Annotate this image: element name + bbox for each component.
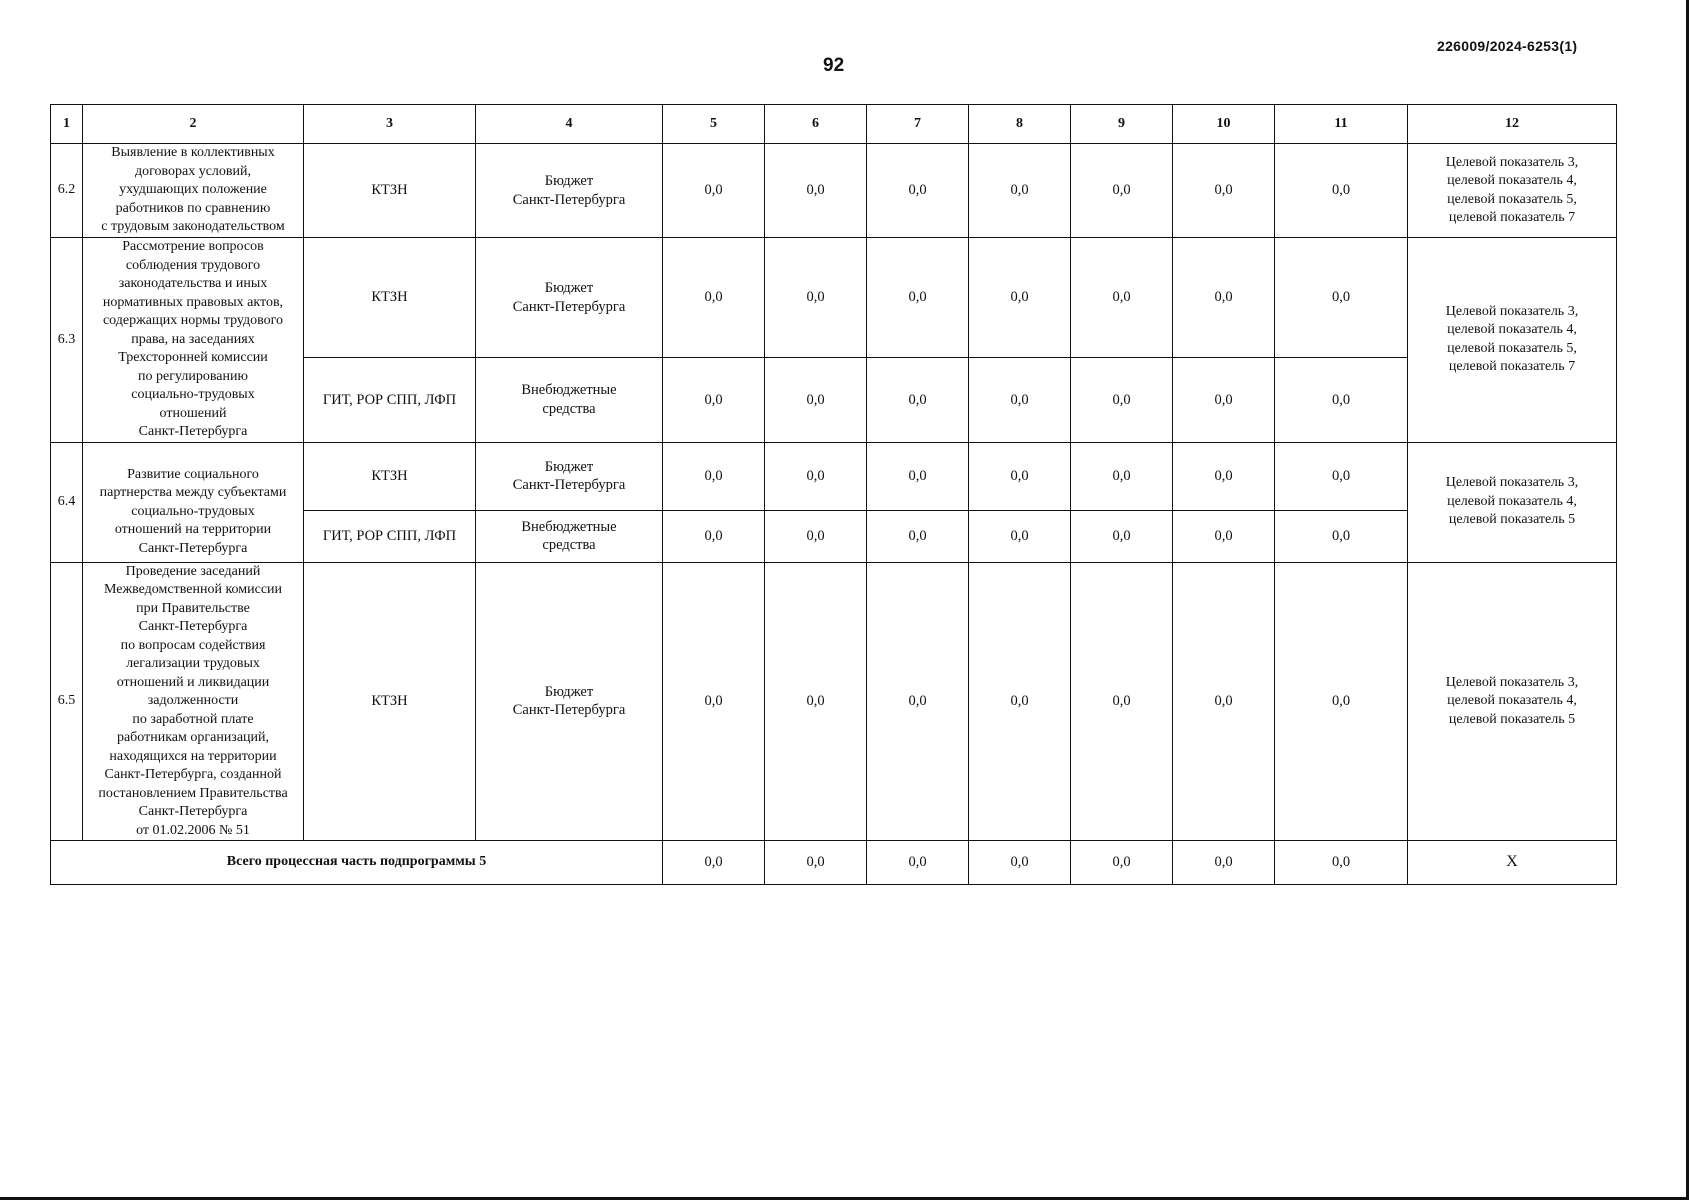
activity-name-line: соблюдения трудового [125, 257, 261, 273]
value-cell: 0,0 [867, 442, 969, 510]
total-label: Всего процессная часть подпрограммы 5 [51, 841, 663, 885]
target-indicator-line: целевой показатель 4, [1447, 493, 1577, 509]
value-cell: 0,0 [765, 510, 867, 562]
activity-name-line: Выявление в коллективных [111, 145, 275, 161]
value-cell: 0,0 [867, 238, 969, 358]
value-cell: 0,0 [663, 358, 765, 442]
target-indicator-line: целевой показатель 5 [1448, 711, 1576, 727]
activity-name-line: Санкт-Петербурга [138, 424, 248, 439]
value-cell: 0,0 [1275, 144, 1408, 238]
activity-name-line: задолженности [147, 693, 239, 708]
value-cell: 0,0 [1173, 358, 1275, 442]
value-cell: 0,0 [969, 442, 1071, 510]
activity-name-line: социально-трудовых [131, 503, 255, 519]
target-indicator-line: целевой показатель 5 [1448, 512, 1576, 528]
activity-name-line: при Правительстве [136, 600, 250, 616]
target-indicator-line: целевой показатель 4, [1447, 693, 1577, 708]
target-indicators [1408, 562, 1617, 841]
value-cell: 0,0 [1275, 358, 1408, 442]
funding-source-cell: Внебюджетные средства [476, 510, 663, 562]
value-cell: 0,0 [1071, 562, 1173, 841]
target-indicators [1408, 238, 1617, 443]
column-header: 4 [476, 105, 663, 144]
activity-name [83, 442, 304, 562]
column-header: 8 [969, 105, 1071, 144]
funding-source-cell: Бюджет Санкт-Петербурга [476, 562, 663, 841]
activity-name-line: отношений [159, 405, 227, 421]
value-cell: 0,0 [663, 562, 765, 841]
total-value-cell: 0,0 [663, 841, 765, 885]
activity-name-line: ухудшающих положение [119, 182, 267, 198]
target-indicator-line: целевой показатель 4, [1447, 173, 1577, 188]
value-cell: 0,0 [1071, 238, 1173, 358]
value-cell: 0,0 [663, 238, 765, 358]
value-cell: 0,0 [1275, 238, 1408, 358]
target-indicator-line: целевой показатель 7 [1448, 210, 1576, 225]
target-indicator-line: Целевой показатель 3, [1445, 475, 1579, 491]
program-table [50, 104, 1617, 885]
activity-name-line: по регулированию [138, 368, 248, 384]
table-row [51, 562, 1617, 841]
value-cell: 0,0 [969, 562, 1071, 841]
value-cell: 0,0 [867, 562, 969, 841]
activity-name-line: социально-трудовых [131, 387, 255, 402]
activity-name [83, 238, 304, 443]
row-number: 6.5 [51, 562, 83, 841]
value-cell: 0,0 [765, 238, 867, 358]
page-number: 92 [823, 55, 845, 76]
value-cell: 0,0 [867, 144, 969, 238]
row-number: 6.4 [51, 442, 83, 562]
target-indicator-line: целевой показатель 4, [1447, 322, 1577, 338]
activity-name-line: от 01.02.2006 № 51 [136, 822, 250, 838]
activity-name-line: постановлением Правительства [98, 785, 288, 801]
activity-name [83, 562, 304, 841]
activity-name-line: находящихся на территории [109, 748, 277, 764]
executor-cell: КТЗН [304, 238, 476, 358]
value-cell: 0,0 [765, 562, 867, 841]
value-cell: 0,0 [1071, 442, 1173, 510]
row-number: 6.2 [51, 144, 83, 238]
funding-source-cell: Внебюджетные средства [476, 358, 663, 442]
funding-source-cell: Бюджет Санкт-Петербурга [476, 144, 663, 238]
activity-name-line: работников по сравнению [115, 200, 271, 216]
activity-name-line: по заработной плате [132, 711, 254, 727]
executor-cell: ГИТ, РОР СПП, ЛФП [304, 358, 476, 442]
value-cell: 0,0 [969, 510, 1071, 562]
value-cell: 0,0 [1173, 144, 1275, 238]
total-value-cell: 0,0 [1275, 841, 1408, 885]
value-cell: 0,0 [867, 358, 969, 442]
column-header-row [51, 105, 1617, 144]
value-cell: 0,0 [663, 144, 765, 238]
table-row [51, 144, 1617, 238]
column-header: 6 [765, 105, 867, 144]
total-value-cell: 0,0 [867, 841, 969, 885]
column-header: 3 [304, 105, 476, 144]
target-indicator-line: целевой показатель 5, [1447, 340, 1577, 356]
activity-name-line: по вопросам содействия [120, 637, 266, 653]
row-number: 6.3 [51, 238, 83, 443]
funding-source-cell: Бюджет Санкт-Петербурга [476, 238, 663, 358]
total-row [51, 841, 1617, 885]
column-header: 10 [1173, 105, 1275, 144]
value-cell: 0,0 [1173, 562, 1275, 841]
value-cell: 0,0 [1275, 442, 1408, 510]
activity-name-line: Санкт-Петербурга [138, 619, 248, 634]
activity-name [83, 144, 304, 238]
activity-name-line: Развитие социального [127, 466, 259, 482]
value-cell: 0,0 [1071, 510, 1173, 562]
total-value-cell: 0,0 [1173, 841, 1275, 885]
value-cell: 0,0 [969, 238, 1071, 358]
executor-cell: ГИТ, РОР СПП, ЛФП [304, 510, 476, 562]
activity-name-line: легализации трудовых [126, 656, 260, 671]
column-header: 11 [1275, 105, 1408, 144]
executor-cell: КТЗН [304, 562, 476, 841]
value-cell: 0,0 [765, 358, 867, 442]
executor-cell: КТЗН [304, 442, 476, 510]
value-cell: 0,0 [1173, 442, 1275, 510]
value-cell: 0,0 [1173, 510, 1275, 562]
value-cell: 0,0 [765, 144, 867, 238]
activity-name-line: с трудовым законодательством [101, 219, 285, 235]
value-cell: 0,0 [867, 510, 969, 562]
target-indicators [1408, 144, 1617, 238]
value-cell: 0,0 [1173, 238, 1275, 358]
activity-name-line: отношений и ликвидации [116, 674, 270, 690]
table-row [51, 238, 1617, 358]
value-cell: 0,0 [1071, 358, 1173, 442]
column-header: 2 [83, 105, 304, 144]
activity-name-line: права, на заседаниях [131, 331, 255, 347]
funding-source-cell: Бюджет Санкт-Петербурга [476, 442, 663, 510]
value-cell: 0,0 [663, 442, 765, 510]
target-indicator-line: целевой показатель 5, [1447, 191, 1577, 207]
target-indicator-line: Целевой показатель 3, [1445, 303, 1579, 319]
value-cell: 0,0 [969, 144, 1071, 238]
activity-name-line: Санкт-Петербурга, созданной [104, 767, 282, 782]
activity-name-line: содержащих нормы трудового [102, 313, 284, 328]
value-cell: 0,0 [765, 442, 867, 510]
target-indicator-line: Целевой показатель 3, [1445, 154, 1579, 170]
activity-name-line: партнерства между субъектами [99, 485, 287, 501]
activity-name-line: законодательства и иных [118, 276, 268, 291]
total-value-cell: 0,0 [1071, 841, 1173, 885]
activity-name-line: нормативных правовых актов, [102, 294, 284, 310]
activity-name-line: Трехсторонней комиссии [118, 350, 268, 365]
table-row [51, 442, 1617, 510]
target-indicator-line: целевой показатель 7 [1448, 359, 1576, 375]
activity-name-line: Санкт-Петербурга [138, 804, 248, 819]
column-header: 5 [663, 105, 765, 144]
value-cell: 0,0 [1275, 510, 1408, 562]
activity-name-line: Межведомственной комиссии [103, 582, 283, 597]
value-cell: 0,0 [1275, 562, 1408, 841]
activity-name-line: Рассмотрение вопросов [122, 239, 264, 254]
column-header: 9 [1071, 105, 1173, 144]
executor-cell: КТЗН [304, 144, 476, 238]
activity-name-line: отношений на территории [114, 522, 272, 538]
total-value-cell: 0,0 [969, 841, 1071, 885]
value-cell: 0,0 [663, 510, 765, 562]
column-header: 1 [51, 105, 83, 144]
value-cell: 0,0 [969, 358, 1071, 442]
target-indicators [1408, 442, 1617, 562]
document-id: 226009/2024-6253(1) [1437, 38, 1578, 54]
activity-name-line: Проведение заседаний [125, 563, 261, 579]
column-header: 7 [867, 105, 969, 144]
total-value-cell: 0,0 [765, 841, 867, 885]
activity-name-line: договорах условий, [134, 163, 252, 179]
target-indicator-line: Целевой показатель 3, [1445, 674, 1579, 690]
column-header: 12 [1408, 105, 1617, 144]
total-col12-cell: X [1408, 841, 1617, 885]
value-cell: 0,0 [1071, 144, 1173, 238]
activity-name-line: работникам организаций, [116, 730, 270, 745]
activity-name-line: Санкт-Петербурга [138, 540, 248, 556]
